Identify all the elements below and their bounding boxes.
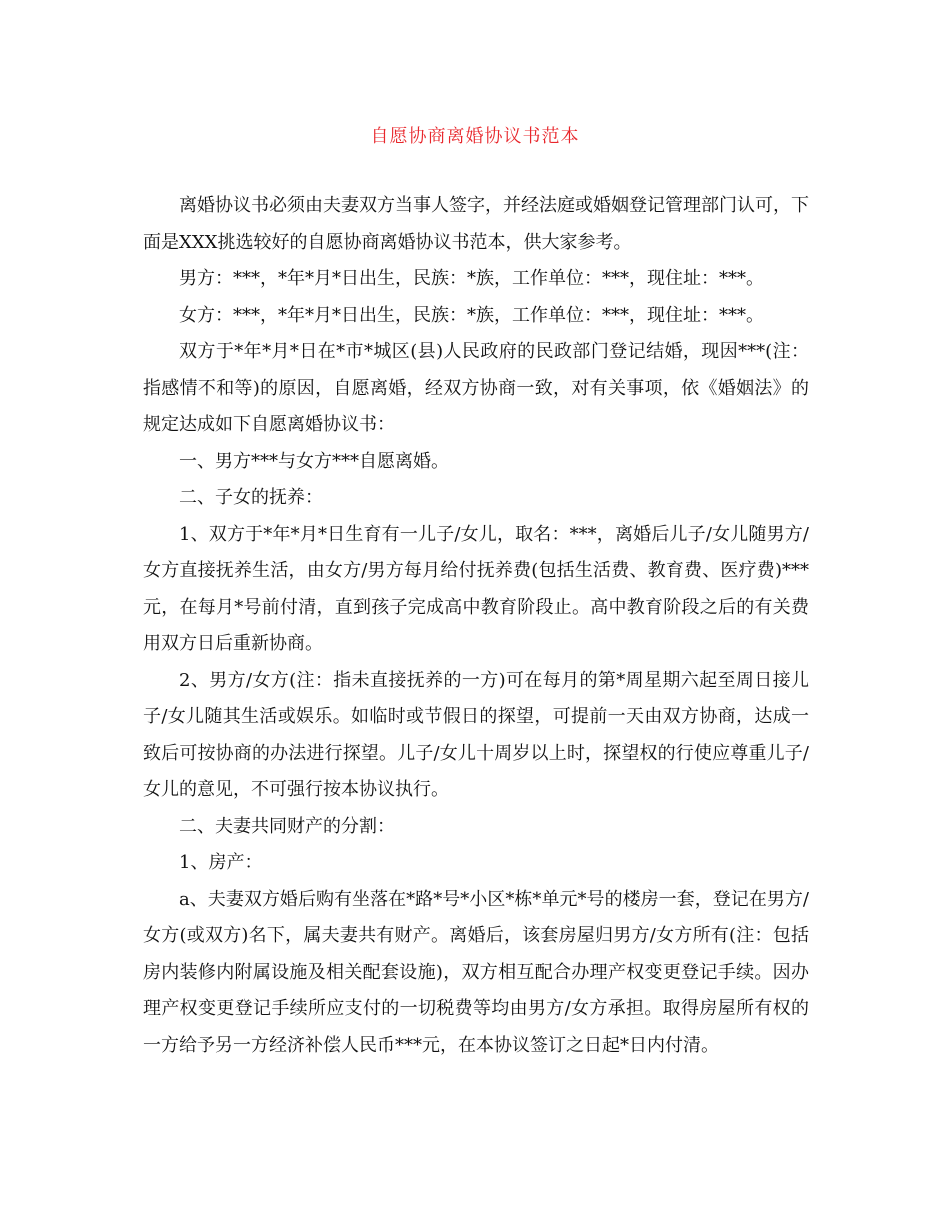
document-body xyxy=(143,188,809,1064)
paragraph-clause-1: 一、男方***与女方***自愿离婚。 xyxy=(179,450,449,472)
document-title: 自愿协商离婚协议书范本 xyxy=(370,126,580,147)
paragraph-children-item-2: 2、男方/女方(注：指未直接抚养的一方)可在每月的第*周星期六起至周日接儿子/女儿随其生活或娱乐。如临时或节假日的探望，可提前一天由双方协商，达成一致后可按协商的办法进行探望。儿子/女儿十周岁以上时，探望权的行使应尊重儿子/女儿的意见，不可强行按本协议执行。 xyxy=(143,669,809,800)
paragraph-property-housing-a: a、夫妻双方婚后购有坐落在*路*号*小区*栋*单元*号的楼房一套，登记在男方/女方(或双方)名下，属夫妻共有财产。离婚后，该套房屋归男方/女方所有(注：包括房内装修内附属设施及相关配套设施)，双方相互配合办理产权变更登记手续。因办理产权变更登记手续所应支付的一切税费等均由男方/女方承担。取得房屋所有权的一方给予另一方经济补偿人民币***元，在本协议签订之日起*日内付清。 xyxy=(143,888,809,1056)
paragraph-intro: 离婚协议书必须由夫妻双方当事人签字，并经法庭或婚姻登记管理部门认可，下面是XXX挑选较好的自愿协商离婚协议书范本，供大家参考。 xyxy=(143,195,809,253)
paragraph-children-item-1: 1、双方于*年*月*日生育有一儿子/女儿，取名：***，离婚后儿子/女儿随男方/女方直接抚养生活，由女方/男方每月给付抚养费(包括生活费、教育费、医疗费)***元，在每月*号前付清，直到孩子完成高中教育阶段止。高中教育阶段之后的有关费用双方日后重新协商。 xyxy=(143,523,809,654)
paragraph-male-party: 男方：***，*年*月*日出生，民族：*族，工作单位：***，现住址：***。 xyxy=(179,268,764,289)
paragraph-marriage-registration: 双方于*年*月*日在*市*城区(县)人民政府的民政部门登记结婚，现因***(注：指感情不和等)的原因，自愿离婚，经双方协商一致，对有关事项，依《婚姻法》的规定达成如下自愿离婚协议书： xyxy=(143,341,809,435)
paragraph-female-party: 女方：***，*年*月*日出生，民族：*族，工作单位：***，现住址：***。 xyxy=(179,304,764,326)
paragraph-section-children: 二、子女的抚养： xyxy=(179,487,323,508)
paragraph-property-housing: 1、房产： xyxy=(179,852,263,873)
paragraph-section-property: 二、夫妻共同财产的分割： xyxy=(179,815,395,837)
